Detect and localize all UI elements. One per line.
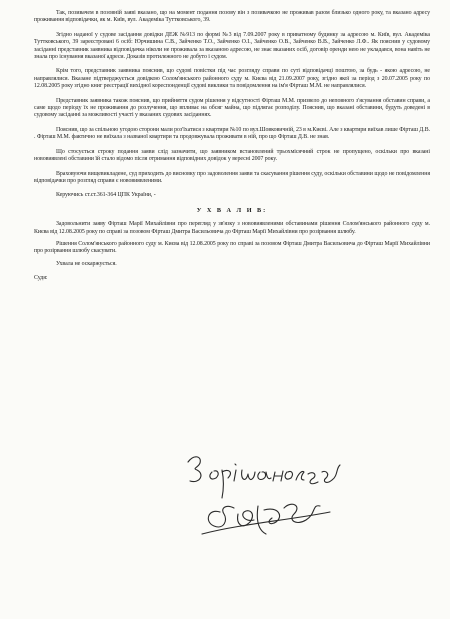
resolution-cancel: Рішення Солом'янського районного суду м. Києва від 12.08.2005 року по справі за позовом Фірташ Дмитра Васильовича до Фірташ Марії Михайлівни про розірвання шлюбу скасувати. — [34, 240, 430, 255]
document-page — [34, 10, 430, 283]
paragraph-deadline: Що стосується строку подання заяви слід зазначити, що заявником встановлений трьохмісячний строк не пропущено, оскільки про вказані нововиявлені обставини їй стало відомо після отримання відповідних довідок у вересні 2007 року. — [34, 148, 430, 163]
resolution-satisfy: Задовольнити заяву Фірташ Марії Михайлівни про перегляд у зв'язку з нововиявленими обставинами рішення Солом'янського районного суду м. Києва від 12.08.2005 року по справі за позовом Фірташ Дмитра Васильовича до Фірташ Марії Михайлівни про розірвання шлюбу. — [34, 221, 430, 235]
paragraph-apartment: Пояснив, що за спільною угодою сторони мали роз'їхатися з квартири №10 по вул.Шовковичній, 23 в м.Києві. Але з квартири виїхав лише Фірташ Д.В. . Фірташ М.М. фактично не виїхала з названої квартири та продовжувала проживати в ній, про що Фірташ Д.В. не знав. — [34, 126, 430, 141]
paragraph-legal-basis: Керуючись ст.ст.361-364 ЦПК України, - — [56, 192, 156, 199]
paragraph-address: Так, позивачем в позовній заяві вказано, що на момент подання позову він з позивачкою не проживав разом близько одного року, та вказано адресу проживання відповідачки, як м. Київ, вул. Академіка Туттковського, 39. — [34, 10, 430, 24]
handwritten-signature — [180, 450, 350, 555]
paragraph-certificate: Згідно наданої у судове засідання довідки ДЕЖ №913 по формі №3 від 7.09.2007 року в приватному будинку за адресою м. Київ, вул. Академіка Туттковського, 39 зареєстровані 6 осіб: Юрчишина С.В., Зайченко Т.О., Зайченко О.І., Зайченко О.В., Зайченко В.В., Зайченко Л.Ф.. Як пояснив у судовому засіданні представник заявника відповідачка ніколи не проживала за вказаною адресою, не знає вказаних осіб, договір оренди нею не укладався, вона навіть не знала про існування вказаної адреси. Доказів протилежного не добуто і судом. — [34, 31, 430, 61]
paragraph-conclusion: Враховуючи вищевикладене, суд приходить до висновку про задоволення заяви та скасування рішення суду, оскільки обставини щодо не повідомлення відповідачки про розгляд справи є нововиявленими. — [34, 170, 430, 184]
resolution-heading: У Х В А Л И В: — [196, 206, 268, 214]
paragraph-summons: Крім того, представник заявника пояснив, що судові повістки під час розгляду справи по суті відповідачці поштою, за будь - якою адресою, не направлялися. Вказане підтверджується довідкою Солом'янського районного суду м. Києва від 21.09.2007 року, згідно якої за період з 20.07.2005 року по 12.08.2005 року згідно книг реєстрації вихідної кореспонденції судові виклики та повідомлення на ім'я Фірташ М.М. не направлялися. — [34, 68, 430, 90]
paragraph-explanation: Представник заявника також пояснив, що прийняття судом рішення у відсутності Фірташ М.М. призвело до неповного з'ясування обставин справи, а саме щодо періоду їх не проживання до розлучення, що впливає на обсяг майна, що підлягає розподілу. Пояснив, що вказані обставини, будуть доведені в судовому засіданні за можливості участі у вказаних судових засіданнях. — [34, 97, 430, 119]
resolution-final: Ухвала не оскаржується. — [56, 260, 117, 267]
judge-label: Судя: — [34, 275, 48, 282]
